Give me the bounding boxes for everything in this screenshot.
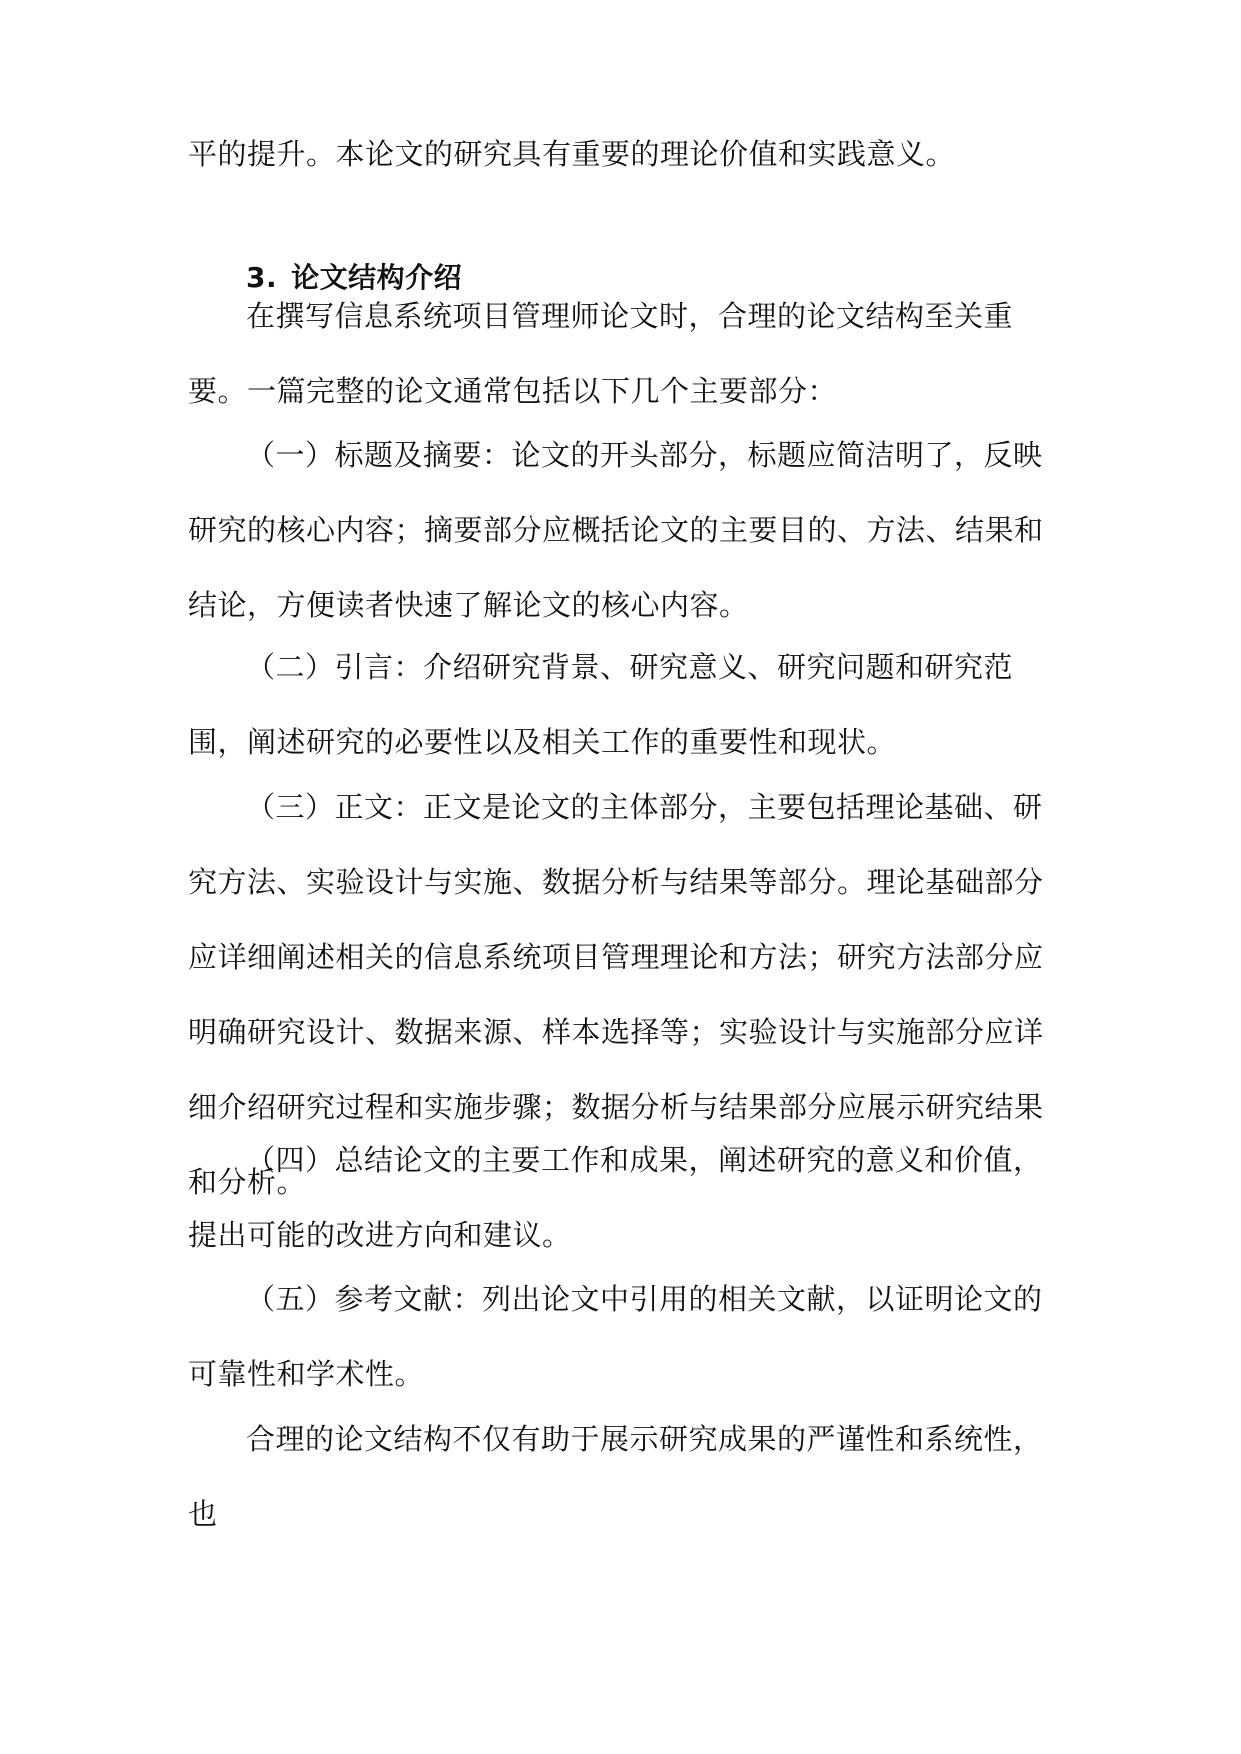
paragraph-summary: （四）总结论文的主要工作和成果，阐述研究的意义和价值，提出可能的改进方向和建议。 bbox=[188, 1143, 1043, 1252]
paragraph-title-abstract: （一）标题及摘要：论文的开头部分，标题应简洁明了，反映研究的核心内容；摘要部分应概括论文的主要目的、方法、结果和结论，方便读者快速了解论文的核心内容。 bbox=[188, 438, 1044, 622]
paragraph-conclusion-partial: 合理的论文结构不仅有助于展示研究成果的严谨性和系统性，也 bbox=[188, 1422, 1043, 1531]
paragraph-introduction: （二）引言：介绍研究背景、研究意义、研究问题和研究范围，阐述研究的必要性以及相关工作的重要性和现状。 bbox=[188, 650, 1014, 759]
section-title: 论文结构介绍 bbox=[291, 261, 463, 294]
paragraph-intro: 在撰写信息系统项目管理师论文时，合理的论文结构至关重要。一篇完整的论文通常包括以下几个主要部分： bbox=[188, 299, 1014, 408]
paragraph-main-body: （三）正文：正文是论文的主体部分，主要包括理论基础、研究方法、实验设计与实施、数据分析与结果等部分。理论基础部分应详细阐述相关的信息系统项目管理理论和方法；研究方法部分应明确研究设计、数据来源、样本选择等；实验设计与实施部分应详细介绍研究过程和实施步骤；数据分析与结果部分应展示研究结果和分析。 bbox=[188, 790, 1044, 1199]
section-number: 3. bbox=[246, 261, 278, 294]
continuation-paragraph: 平的提升。本论文的研究具有重要的理论价值和实践意义。 bbox=[188, 137, 956, 171]
paragraph-references: （五）参考文献：列出论文中引用的相关文献，以证明论文的可靠性和学术性。 bbox=[188, 1282, 1043, 1391]
